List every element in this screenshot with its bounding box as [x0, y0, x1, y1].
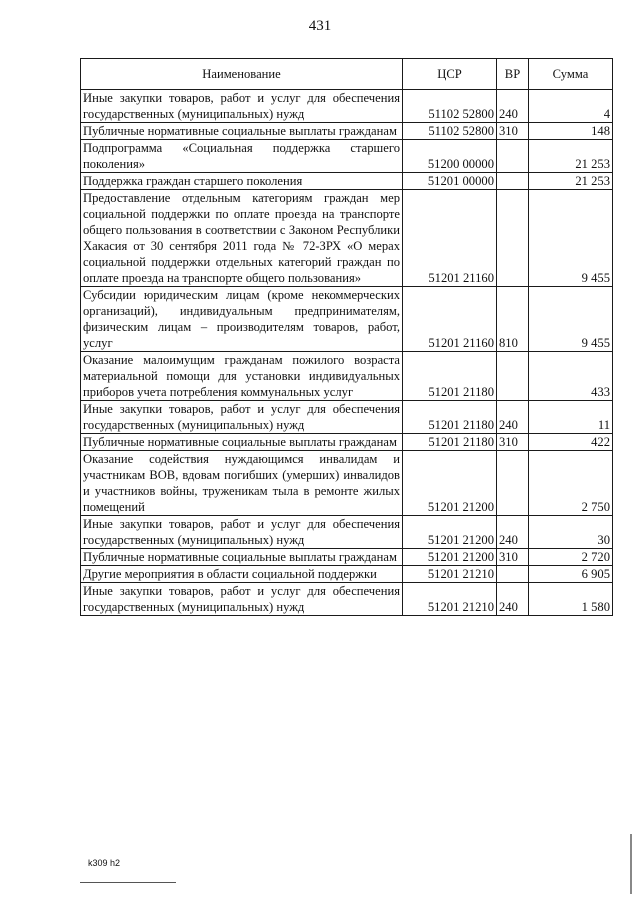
row-code: 51201 21200 — [403, 516, 497, 549]
row-name: Другие мероприятия в области социальной поддержки — [81, 566, 403, 583]
table-row — [81, 140, 613, 173]
table-row — [81, 173, 613, 190]
row-name: Иные закупки товаров, работ и услуг для обеспечения государственных (муниципальных) нужд — [81, 583, 403, 616]
row-name: Субсидии юридическим лицам (кроме некоммерческих организаций), индивидуальным предпринимателям, физическим лицам – производителям товаров, работ, услуг — [81, 287, 403, 352]
row-code: 51201 21200 — [403, 451, 497, 516]
row-vr: 240 — [497, 90, 529, 123]
header-vr: ВР — [497, 59, 529, 90]
row-code: 51201 21210 — [403, 566, 497, 583]
row-vr — [497, 190, 529, 287]
table-row — [81, 190, 613, 287]
row-vr: 240 — [497, 401, 529, 434]
table-row — [81, 583, 613, 616]
table-row — [81, 352, 613, 401]
row-name: Иные закупки товаров, работ и услуг для обеспечения государственных (муниципальных) нужд — [81, 516, 403, 549]
row-vr: 310 — [497, 123, 529, 140]
row-name: Иные закупки товаров, работ и услуг для обеспечения государственных (муниципальных) нужд — [81, 90, 403, 123]
row-name: Оказание малоимущим гражданам пожилого возраста материальной помощи для установки индивидуальных приборов учета потребления коммунальных услуг — [81, 352, 403, 401]
row-name: Иные закупки товаров, работ и услуг для обеспечения государственных (муниципальных) нужд — [81, 401, 403, 434]
row-code: 51201 21180 — [403, 434, 497, 451]
row-code: 51200 00000 — [403, 140, 497, 173]
row-vr: 310 — [497, 549, 529, 566]
table-row — [81, 401, 613, 434]
row-vr: 810 — [497, 287, 529, 352]
table-row — [81, 90, 613, 123]
row-sum: 422 — [529, 434, 613, 451]
row-vr — [497, 352, 529, 401]
footer-divider — [80, 882, 176, 883]
row-code: 51201 21180 — [403, 401, 497, 434]
row-sum: 148 — [529, 123, 613, 140]
table-row — [81, 287, 613, 352]
row-vr — [497, 140, 529, 173]
row-sum: 2 720 — [529, 549, 613, 566]
row-code: 51201 21210 — [403, 583, 497, 616]
table-row — [81, 451, 613, 516]
header-name: Наименование — [81, 59, 403, 90]
header-code: ЦСР — [403, 59, 497, 90]
row-sum: 11 — [529, 401, 613, 434]
row-vr: 240 — [497, 516, 529, 549]
page-number: 431 — [308, 18, 332, 34]
row-code: 51201 21180 — [403, 352, 497, 401]
row-sum: 4 — [529, 90, 613, 123]
footer-code: k309 h2 — [88, 858, 121, 868]
row-sum: 9 455 — [529, 287, 613, 352]
row-sum: 30 — [529, 516, 613, 549]
row-vr: 240 — [497, 583, 529, 616]
row-sum: 6 905 — [529, 566, 613, 583]
row-vr — [497, 451, 529, 516]
row-name: Предоставление отдельным категориям граждан мер социальной поддержки по оплате проезда на транспорте общего пользования в соответствии с Законом Республики Хакасия от 30 сентября 2011 года № 72-ЗРХ «О мерах социальной поддержки отдельных категорий граждан по оплате проезда на транспорте общего пользования» — [81, 190, 403, 287]
row-code: 51201 21200 — [403, 549, 497, 566]
row-sum: 2 750 — [529, 451, 613, 516]
row-vr: 310 — [497, 434, 529, 451]
row-code: 51201 00000 — [403, 173, 497, 190]
table-row — [81, 434, 613, 451]
row-name: Подпрограмма «Социальная поддержка старшего поколения» — [81, 140, 403, 173]
row-code: 51201 21160 — [403, 287, 497, 352]
row-sum: 21 253 — [529, 140, 613, 173]
header-sum: Сумма — [529, 59, 613, 90]
scan-edge-mark — [630, 834, 632, 894]
table-header-row — [81, 59, 613, 90]
table-row — [81, 566, 613, 583]
row-code: 51102 52800 — [403, 123, 497, 140]
row-code: 51102 52800 — [403, 90, 497, 123]
table-row — [81, 123, 613, 140]
row-sum: 21 253 — [529, 173, 613, 190]
row-name: Публичные нормативные социальные выплаты гражданам — [81, 434, 403, 451]
row-vr — [497, 566, 529, 583]
row-sum: 433 — [529, 352, 613, 401]
row-sum: 9 455 — [529, 190, 613, 287]
row-name: Публичные нормативные социальные выплаты гражданам — [81, 549, 403, 566]
row-name: Поддержка граждан старшего поколения — [81, 173, 403, 190]
row-name: Публичные нормативные социальные выплаты гражданам — [81, 123, 403, 140]
row-vr — [497, 173, 529, 190]
row-code: 51201 21160 — [403, 190, 497, 287]
table-row — [81, 516, 613, 549]
row-sum: 1 580 — [529, 583, 613, 616]
row-name: Оказание содействия нуждающимся инвалидам и участникам ВОВ, вдовам погибших (умерших) инвалидов и участников войны, труженикам тыла в ремонте жилых помещений — [81, 451, 403, 516]
table-row — [81, 549, 613, 566]
budget-table — [80, 58, 613, 616]
